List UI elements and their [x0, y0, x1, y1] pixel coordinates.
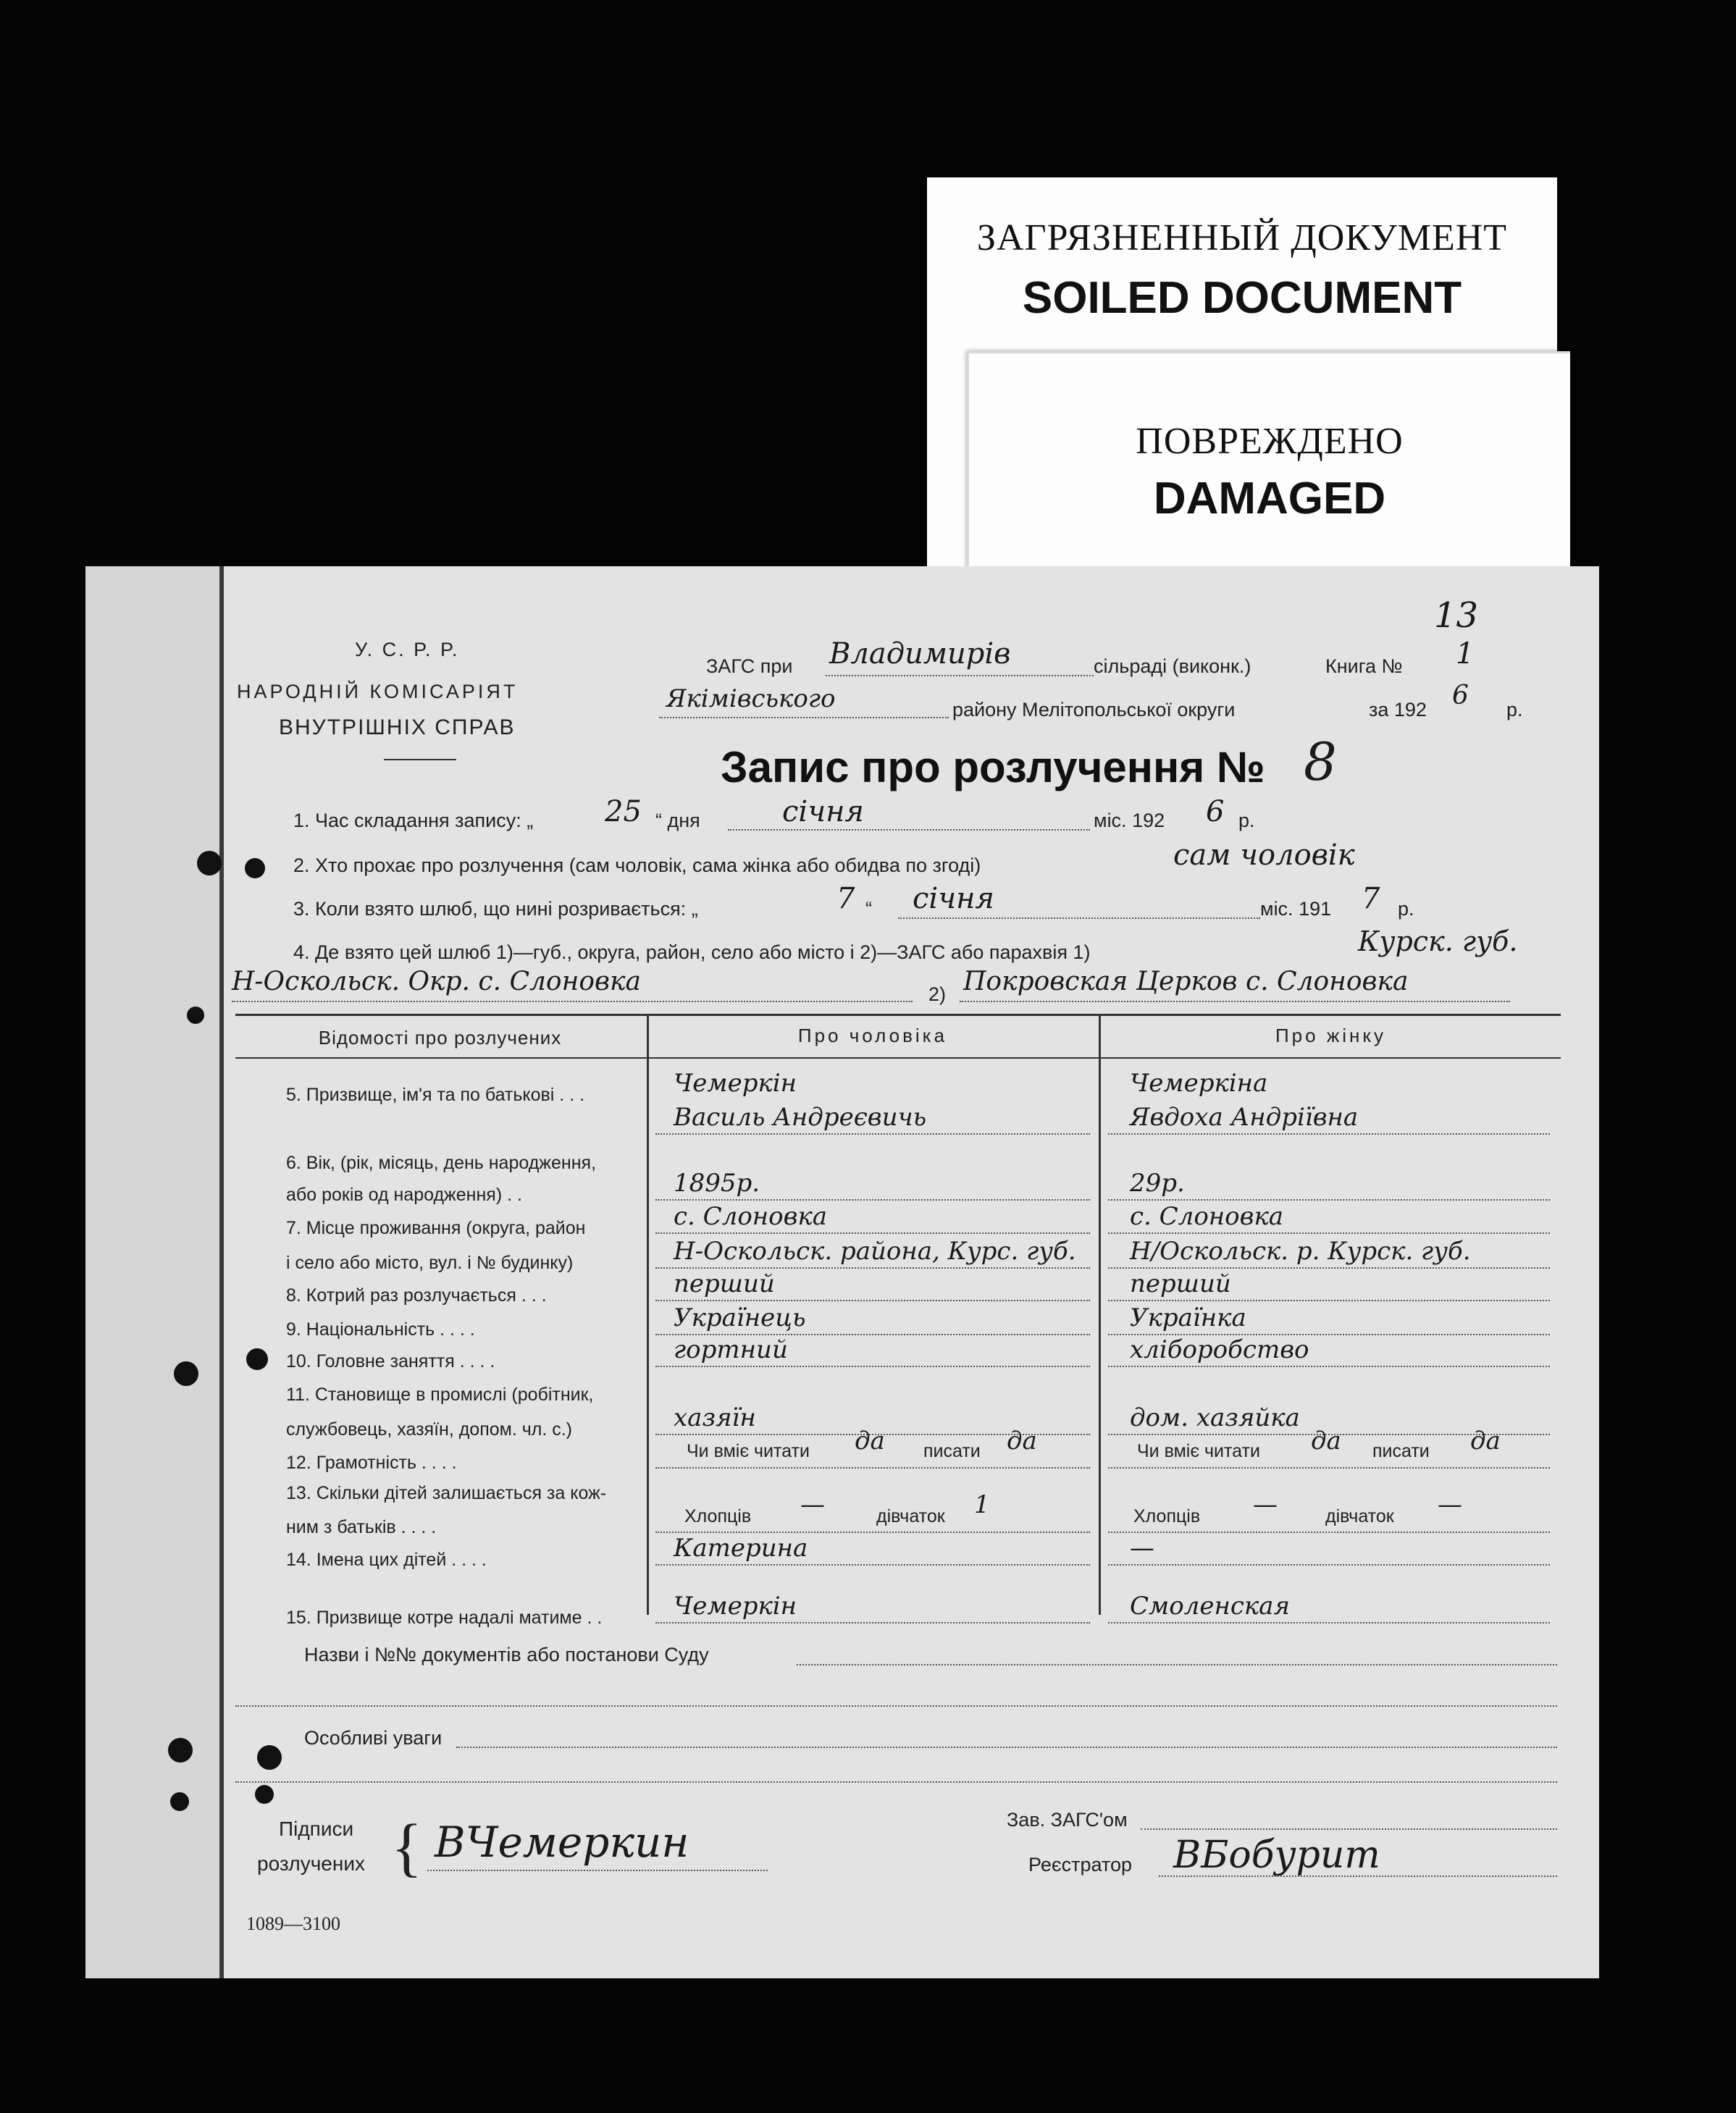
documents-label: Назви і №№ документів або постанови Суду: [304, 1644, 709, 1665]
underline: [960, 1001, 1510, 1002]
q2-label: 2. Хто прохає про розлучення (сам чоловік, сама жінка або обидва по згоді): [293, 854, 981, 876]
underline: [826, 675, 1094, 676]
wife-value: хліборобство: [1130, 1335, 1309, 1364]
wife-value: —: [1130, 1534, 1154, 1563]
h-boys-value: —: [800, 1490, 825, 1519]
punch-hole: [174, 1361, 198, 1386]
row-underline: [655, 1622, 1090, 1623]
husband-value: Василь Андреєвичь: [674, 1103, 927, 1132]
wife-value: дом. хазяйка: [1130, 1403, 1300, 1432]
print-code: 1089—3100: [246, 1913, 340, 1934]
underline: [728, 829, 1090, 831]
w-girls-label: дівчаток: [1325, 1506, 1394, 1526]
col-header-wife: Про жінку: [1275, 1025, 1387, 1046]
q1-day-suffix: “ дня: [655, 810, 700, 831]
table-column-divider: [647, 1014, 649, 1615]
punch-hole: [187, 1007, 204, 1024]
husband-value: с. Слоновка: [674, 1202, 828, 1231]
h-read-label: Чи вміє читати: [687, 1441, 810, 1461]
signatures-label-2: розлучених: [257, 1852, 365, 1875]
damaged-label-en: DAMAGED: [1153, 474, 1386, 524]
rayon-name: Якімівського: [666, 684, 836, 713]
husband-value: Н-Оскольск. района, Курс. губ.: [674, 1237, 1076, 1266]
ministry-line-1: НАРОДНІЙ КОМІСАРІЯТ: [237, 681, 519, 702]
zags-suffix: сільраді (виконк.): [1094, 655, 1251, 677]
punch-hole: [168, 1738, 193, 1763]
husband-value: перший: [674, 1269, 775, 1298]
table-header-rule: [235, 1057, 1561, 1059]
punch-hole: [197, 851, 222, 875]
row-underline: [1108, 1564, 1550, 1566]
h-write-label: писати: [923, 1441, 981, 1461]
underline: [1159, 1875, 1557, 1877]
book-number: 1: [1456, 637, 1475, 671]
head-zags-label: Зав. ЗАГС'ом: [1007, 1809, 1128, 1831]
year-digit: 6: [1452, 681, 1469, 710]
binding-spine: [85, 566, 224, 1978]
wife-value: Смоленская: [1130, 1592, 1290, 1621]
punch-hole: [170, 1792, 189, 1811]
row-underline: [1108, 1267, 1550, 1269]
row-underline: [1108, 1366, 1550, 1367]
signature-brace: {: [391, 1812, 423, 1883]
notes-label: Особливі уваги: [304, 1727, 443, 1749]
zags-prefix: ЗАГС при: [706, 655, 793, 677]
row-underline: [1108, 1232, 1550, 1234]
record-number: 8: [1304, 731, 1337, 792]
row-underline: [655, 1532, 1090, 1533]
q4-place1b: Н-Оскольск. Окр. с. Слоновка: [232, 967, 641, 996]
country-header: У. С. Р. Р.: [355, 639, 460, 660]
punch-hole: [257, 1745, 282, 1770]
table-column-divider: [1099, 1014, 1101, 1615]
husband-value: хазяїн: [674, 1403, 756, 1432]
husband-value: Українець: [674, 1303, 806, 1332]
h-boys-label: Хлопців: [684, 1506, 752, 1526]
q3-day: 7: [836, 882, 855, 915]
ministry-line-2: ВНУТРІШНІХ СПРАВ: [279, 715, 516, 739]
h-girls-value: 1: [974, 1490, 990, 1519]
punch-hole: [255, 1785, 274, 1804]
husband-value: Чемеркін: [674, 1592, 797, 1621]
row-label: або років од народження) . .: [286, 1185, 522, 1205]
q1-month-suffix: міс. 192: [1094, 810, 1165, 831]
underline: [235, 1781, 1557, 1783]
row-underline: [1108, 1133, 1550, 1135]
underline: [797, 1664, 1557, 1665]
row-label: 10. Головне заняття . . . .: [286, 1351, 495, 1371]
signature-divorced: ВЧемеркин: [435, 1818, 689, 1867]
wife-value: Н/Оскольск. р. Курск. губ.: [1130, 1237, 1471, 1266]
col-header-info: Відомості про розлучених: [318, 1027, 562, 1049]
husband-value: Чемеркін: [674, 1069, 797, 1098]
row-label: і село або місто, вул. і № будинку): [286, 1253, 574, 1273]
row-label: ним з батьків . . . .: [286, 1517, 437, 1537]
row-underline: [655, 1232, 1090, 1234]
w-write-label: писати: [1372, 1441, 1430, 1461]
husband-value: Катерина: [674, 1534, 808, 1563]
underline: [235, 1705, 1557, 1707]
wife-value: Українка: [1130, 1303, 1246, 1332]
row-underline: [1108, 1532, 1550, 1533]
wife-value: 29р.: [1130, 1169, 1185, 1198]
row-underline: [1108, 1199, 1550, 1201]
q3-label: 3. Коли взято шлюб, що нині розривається: „: [293, 898, 698, 920]
row-label: 12. Грамотність . . . .: [286, 1453, 457, 1473]
q1-day: 25: [605, 795, 642, 828]
damaged-label: [967, 351, 1570, 571]
col-header-husband: Про чоловіка: [797, 1025, 948, 1046]
row-label: службовець, хазяїн, допом. чл. с.): [286, 1419, 573, 1440]
w-boys-label: Хлопців: [1133, 1506, 1201, 1526]
q4-place2: Покровская Церков с. Слоновка: [963, 967, 1409, 996]
damaged-label-ru: ПОВРЕЖДЕНО: [1136, 421, 1404, 462]
divider: [384, 759, 456, 760]
h-write-value: да: [1007, 1427, 1037, 1455]
row-label: 14. Імена цих дітей . . . .: [286, 1550, 487, 1570]
q3-month: січня: [913, 882, 994, 915]
row-label: 13. Скільки дітей залишається за кож-: [286, 1483, 607, 1503]
row-underline: [655, 1564, 1090, 1566]
w-read-label: Чи вміє читати: [1137, 1441, 1260, 1461]
w-read-value: да: [1311, 1427, 1341, 1455]
registrar-label: Реєстратор: [1028, 1854, 1133, 1875]
q1-year-suffix: р.: [1238, 810, 1255, 831]
wife-value: Явдоха Андріївна: [1130, 1103, 1359, 1132]
q3-month-suffix: міс. 191: [1260, 898, 1332, 920]
soiled-label-ru: ЗАГРЯЗНЕННЫЙ ДОКУМЕНТ: [976, 217, 1508, 259]
row-label: 8. Котрий раз розлучається . . .: [286, 1285, 547, 1306]
row-label: 7. Місце проживання (округа, район: [286, 1218, 586, 1238]
row-label: 5. Призвище, ім'я та по батькові . . .: [286, 1085, 585, 1105]
q3-year-suffix: р.: [1398, 898, 1414, 920]
q4-part2: 2): [928, 983, 947, 1005]
soiled-label-en: SOILED DOCUMENT: [1022, 273, 1462, 323]
q1-year: 6: [1206, 795, 1225, 828]
row-label: 6. Вік, (рік, місяць, день народження,: [286, 1153, 597, 1173]
husband-value: гортний: [674, 1335, 788, 1364]
row-label: 11. Становище в промислі (робітник,: [286, 1385, 594, 1405]
h-girls-label: дівчаток: [876, 1506, 945, 1526]
row-underline: [1108, 1467, 1550, 1469]
q4-place1a: Курск. губ.: [1358, 925, 1518, 957]
row-underline: [655, 1199, 1090, 1201]
rayon-suffix: району Мелітопольської округи: [952, 699, 1236, 721]
w-girls-value: —: [1438, 1490, 1462, 1519]
row-underline: [655, 1467, 1090, 1469]
page-stamp: 13: [1434, 595, 1479, 636]
year-suffix: р.: [1506, 699, 1523, 721]
wife-value: перший: [1130, 1269, 1231, 1298]
book-label: Книга №: [1325, 655, 1403, 677]
row-label: 15. Призвище котре надалі матиме . .: [286, 1608, 603, 1628]
q3-year: 7: [1362, 882, 1380, 915]
table-top-rule: [235, 1014, 1561, 1016]
wife-value: Чемеркіна: [1130, 1069, 1268, 1098]
row-underline: [1108, 1622, 1550, 1623]
wife-value: с. Слоновка: [1130, 1202, 1284, 1231]
q3-day-suffix: “: [865, 898, 872, 920]
row-underline: [655, 1267, 1090, 1269]
punch-hole: [245, 858, 265, 878]
h-read-value: да: [855, 1427, 885, 1455]
signature-registrar: ВБобурит: [1173, 1833, 1380, 1877]
q1-label: 1. Час складання запису: „: [293, 810, 534, 831]
row-underline: [1108, 1300, 1550, 1301]
q1-month: січня: [782, 795, 864, 828]
row-label: 9. Національність . . . .: [286, 1319, 475, 1340]
punch-hole: [246, 1348, 268, 1370]
underline: [232, 1001, 913, 1002]
page-title: Запис про розлучення №: [721, 743, 1265, 791]
underline: [427, 1870, 768, 1871]
underline: [659, 717, 949, 718]
underline: [898, 917, 1260, 919]
w-boys-value: —: [1253, 1490, 1278, 1519]
signatures-label-1: Підписи: [279, 1818, 354, 1840]
row-underline: [655, 1366, 1090, 1367]
underline: [456, 1747, 1557, 1748]
husband-value: 1895р.: [674, 1169, 760, 1198]
row-underline: [655, 1133, 1090, 1135]
q2-value: сам чоловік: [1173, 839, 1355, 872]
row-underline: [655, 1300, 1090, 1301]
w-write-value: да: [1470, 1427, 1501, 1455]
year-prefix: за 192: [1369, 699, 1427, 721]
underline: [1141, 1828, 1557, 1830]
village-name: Владимирів: [829, 637, 1011, 671]
q4-label: 4. Де взято цей шлюб 1)—губ., округа, район, село або місто і 2)—ЗАГС або парахвія 1): [293, 941, 1091, 963]
